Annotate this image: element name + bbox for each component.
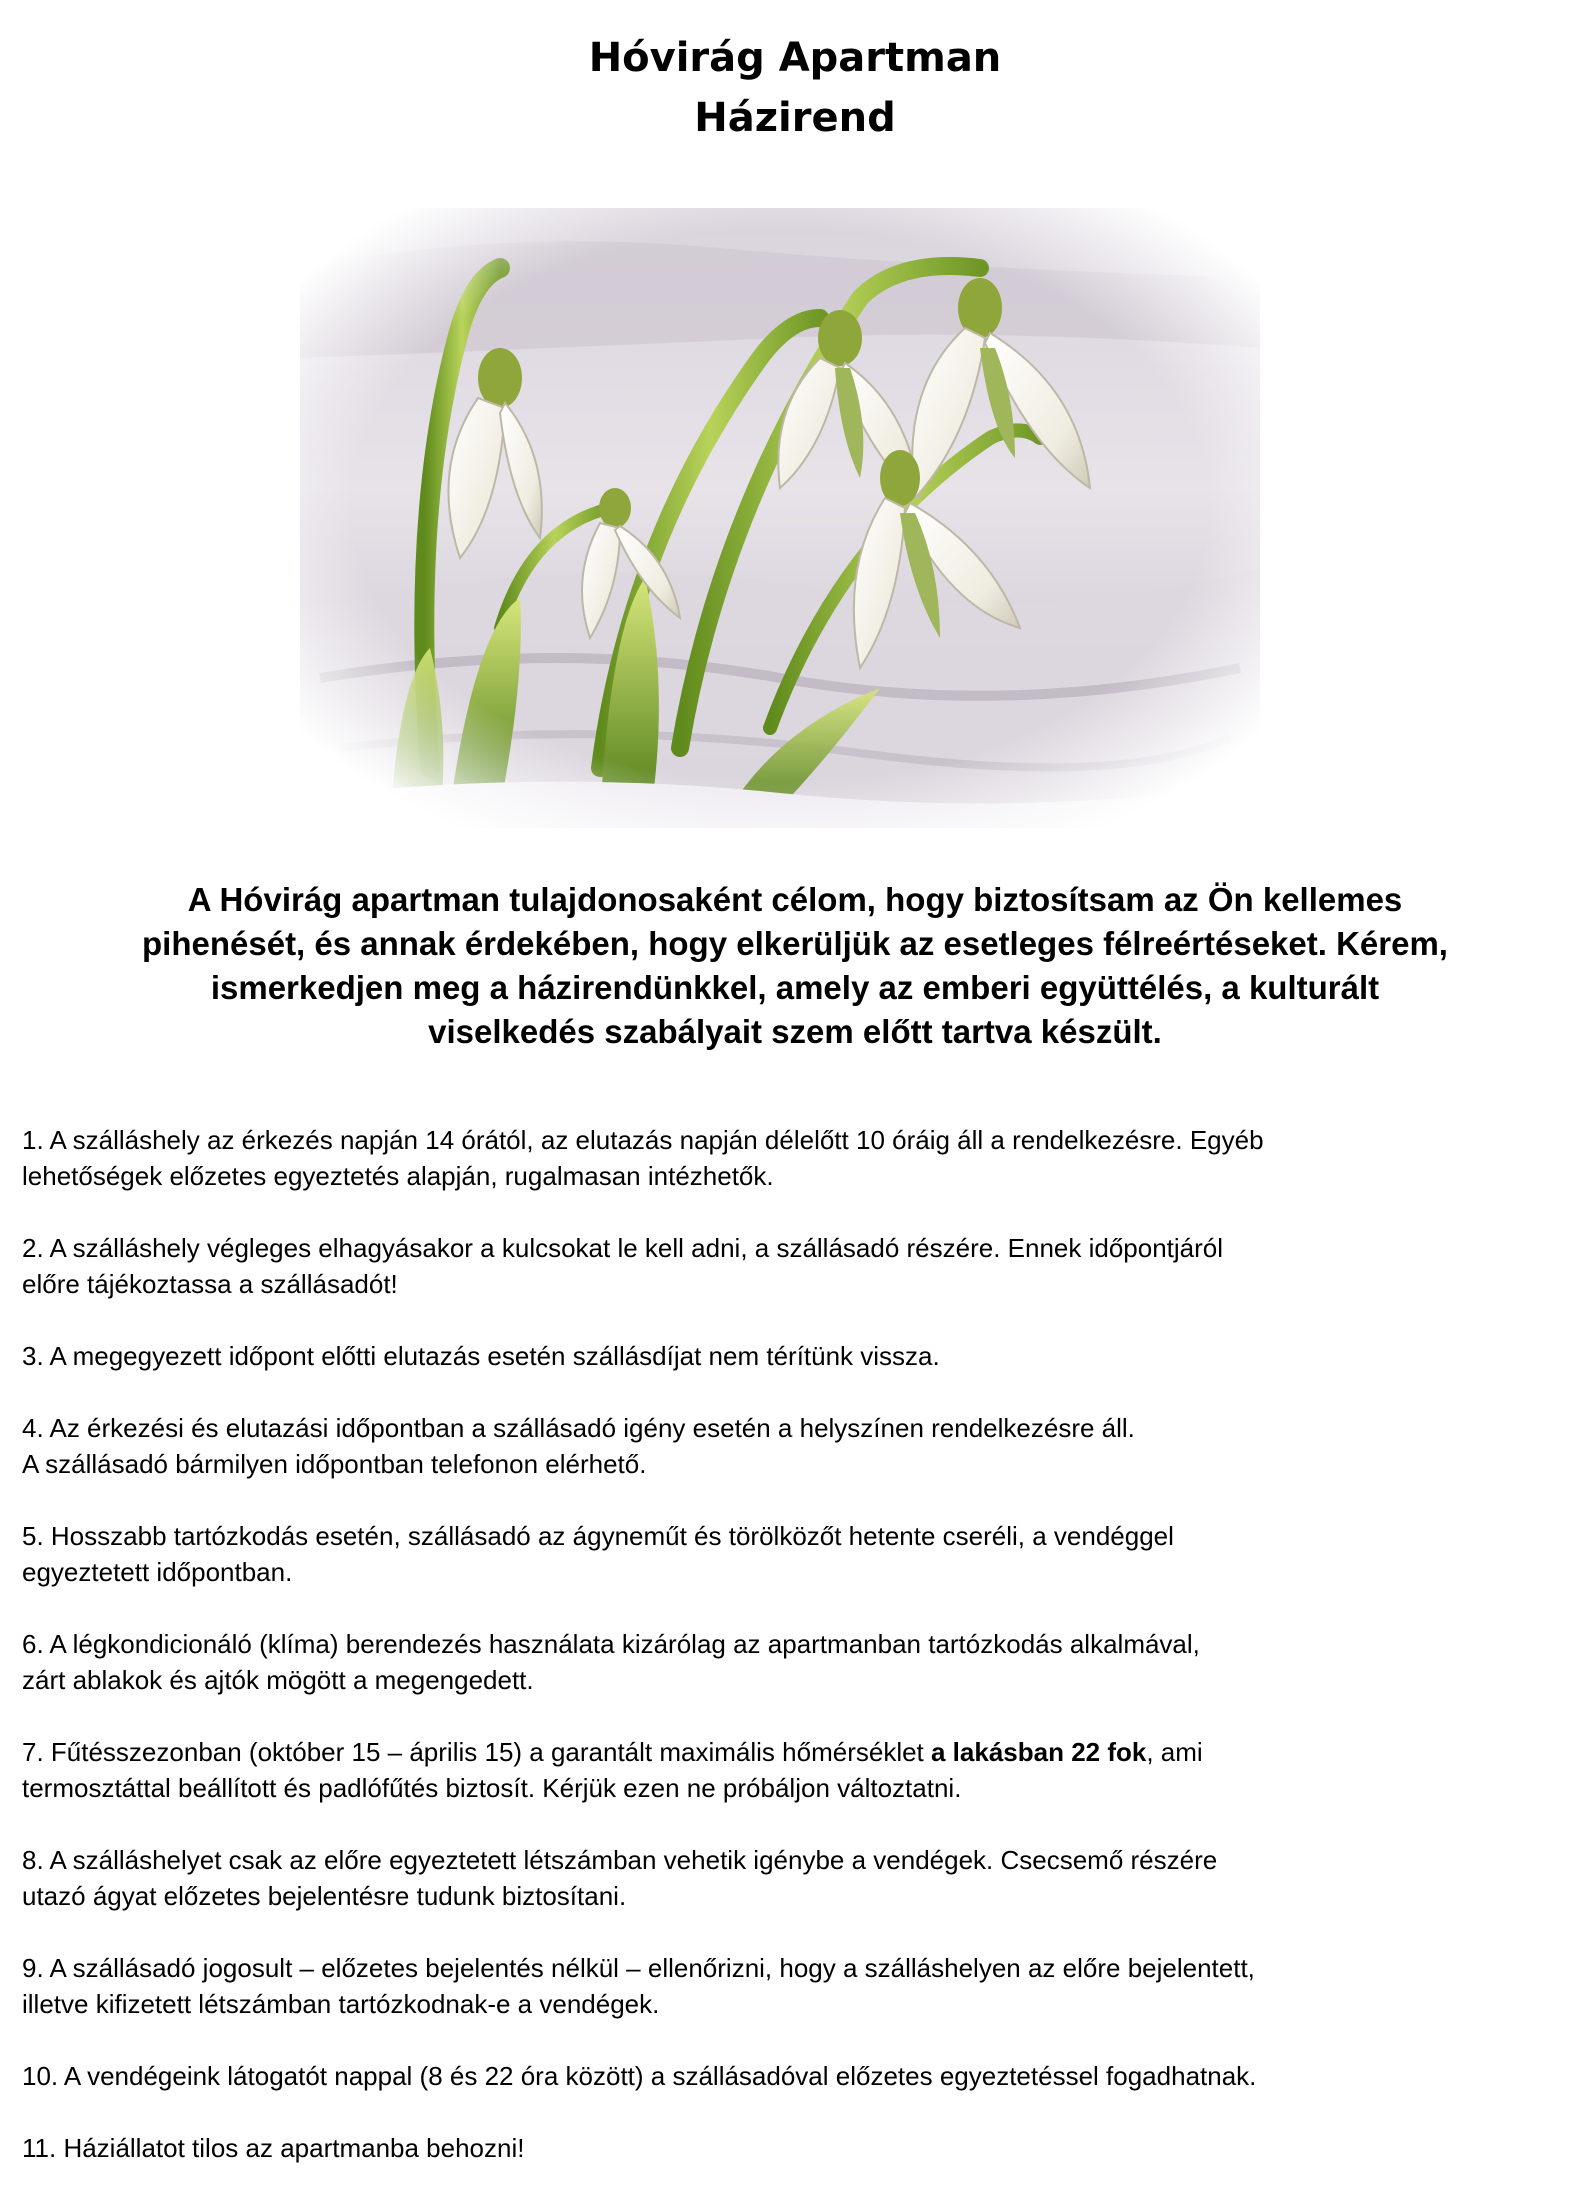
rule-text: utazó ágyat előzetes bejelentésre tudunk biztosítani. — [22, 1881, 627, 1911]
rule-7 — [22, 1734, 1572, 1806]
rule-text: termosztáttal beállított és padlófűtés biztosít. Kérjük ezen ne próbáljon változtatni. — [22, 1773, 962, 1803]
rule-text: 9. A szállásadó jogosult – előzetes bejelentés nélkül – ellenőrizni, hogy a szálláshelyen az előre bejelentett, — [22, 1953, 1255, 1983]
rule-8 — [22, 1842, 1572, 1914]
rules-list — [22, 1122, 1572, 2202]
rule-text: 2. A szálláshely végleges elhagyásakor a kulcsokat le kell adni, a szállásadó részére. Ennek időpontjáról — [22, 1233, 1224, 1263]
intro-line: ismerkedjen meg a házirendünkkel, amely az emberi együttélés, a kulturált — [210, 969, 1380, 1006]
intro-line: A Hóvirág apartman tulajdonosaként célom, hogy biztosítsam az Ön kellemes — [187, 881, 1403, 918]
title-apartment-name: Hóvirág Apartman — [588, 35, 1002, 81]
rule-text-part: 7. Fűtésszezonban (október 15 – április 15) a garantált maximális hőmérséklet — [22, 1737, 931, 1767]
intro-line: viselkedés szabályait szem előtt tartva készült. — [428, 1013, 1162, 1050]
rule-3 — [22, 1338, 1572, 1374]
rule-text-part: , ami — [1146, 1737, 1203, 1767]
intro-line: pihenését, és annak érdekében, hogy elkerüljük az esetleges félreértéseket. Kérem, — [142, 925, 1448, 962]
rule-10 — [22, 2058, 1572, 2094]
rule-4 — [22, 1410, 1572, 1482]
rule-emphasis-temperature: a lakásban 22 fok — [931, 1737, 1147, 1767]
rule-text: 3. A megegyezett időpont előtti elutazás esetén szállásdíjat nem térítünk vissza. — [22, 1341, 940, 1371]
rule-text: lehetőségek előzetes egyeztetés alapján, rugalmasan intézhetők. — [22, 1161, 774, 1191]
rule-5 — [22, 1518, 1572, 1590]
rule-text: 1. A szálláshely az érkezés napján 14 órától, az elutazás napján délelőtt 10 óráig áll a rendelkezésre. Egyéb — [22, 1125, 1264, 1155]
rule-text: egyeztetett időpontban. — [22, 1557, 293, 1587]
rule-11 — [22, 2130, 1572, 2166]
rule-2 — [22, 1230, 1572, 1302]
rule-6 — [22, 1626, 1572, 1698]
rule-9 — [22, 1950, 1572, 2022]
rule-text: illetve kifizetett létszámban tartózkodnak-e a vendégek. — [22, 1989, 660, 2019]
rule-text — [22, 1734, 1572, 1770]
rule-1 — [22, 1122, 1572, 1194]
title-house-rules: Házirend — [694, 95, 896, 141]
rule-text: előre tájékoztassa a szállásadót! — [22, 1269, 398, 1299]
rule-text: 6. A légkondicionáló (klíma) berendezés használata kizárólag az apartmanban tartózkodás alkalmával, — [22, 1629, 1200, 1659]
rule-text: 5. Hosszabb tartózkodás esetén, szállásadó az ágyneműt és törölközőt hetente cseréli, a vendéggel — [22, 1521, 1174, 1551]
rule-text: 11. Háziállatot tilos az apartmanba behozni! — [22, 2133, 525, 2163]
rule-text: 4. Az érkezési és elutazási időpontban a szállásadó igény esetén a helyszínen rendelkezésre áll. — [22, 1413, 1135, 1443]
snowdrop-flowers-image — [300, 208, 1260, 828]
rule-text: 10. A vendégeink látogatót nappal (8 és 22 óra között) a szállásadóval előzetes egyeztetéssel fogadhatnak. — [22, 2061, 1257, 2091]
document-title — [0, 28, 1590, 148]
rule-text: zárt ablakok és ajtók mögött a megengedett. — [22, 1665, 534, 1695]
rule-text: A szállásadó bármilyen időpontban telefonon elérhető. — [22, 1449, 647, 1479]
rule-text: 8. A szálláshelyet csak az előre egyeztetett létszámban vehetik igénybe a vendégek. Csecsemő részére — [22, 1845, 1218, 1875]
intro-statement — [20, 878, 1570, 1054]
